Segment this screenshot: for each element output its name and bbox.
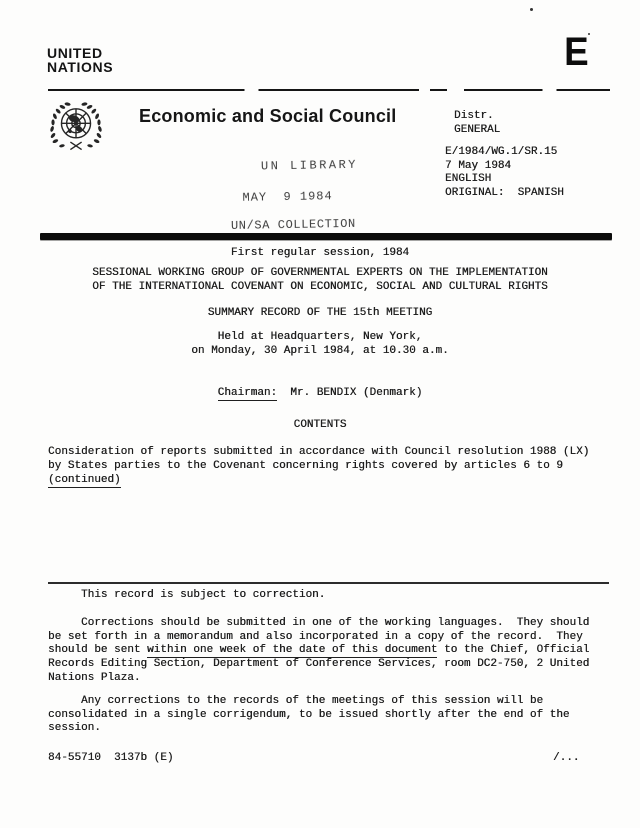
scan-artifact-dot (530, 8, 533, 11)
correction-notice-para2-line5: Nations Plaza. (48, 671, 141, 684)
chairman-line (0, 387, 640, 399)
page-title: Economic and Social Council (139, 106, 397, 126)
stamp-date: MAY 9 1984 (242, 189, 333, 205)
thick-divider-bar (40, 233, 612, 240)
stamp-collection: UN/SA COLLECTION (230, 216, 356, 234)
header-divider-line (48, 89, 610, 91)
meeting-location-line: Held at Headquarters, New York, (217, 331, 423, 343)
distribution-block (445, 110, 564, 200)
deadline-underlined-text: within one week of the date of this document (147, 644, 438, 657)
working-group-title-line2: OF THE INTERNATIONAL COVENANT ON ECONOMIC, SOCIAL AND CULTURAL RIGHTS (92, 281, 548, 293)
contents-item-continued: (continued) (48, 474, 121, 486)
document-series-letter: E (564, 30, 589, 74)
correction-notice-para3-line3: session. (48, 722, 101, 735)
org-name-line2: NATIONS (47, 59, 114, 75)
correction-notice (48, 589, 589, 736)
session-line: First regular session, 1984 (230, 247, 410, 259)
continuation-marker: /... (553, 752, 580, 764)
contents-item-line2: by States parties to the Covenant concerning rights covered by articles 6 to 9 (48, 460, 563, 472)
correction-notice-para1: This record is subject to correction. (48, 589, 326, 601)
correction-notice-para2-line4: Records Editing Section, Department of Conference Services, room DC2-750, 2 United (48, 658, 590, 671)
document-symbol: E/1984/WG.1/SR.15 (445, 146, 558, 158)
org-name (47, 46, 113, 74)
job-number: 84-55710 3137b (E) (48, 752, 174, 764)
contents-item (48, 445, 589, 487)
chairman-label: Chairman: (217, 387, 278, 399)
correction-notice-para3-line1: Any corrections to the records of the meetings of this session will be (48, 694, 544, 707)
summary-record-title: SUMMARY RECORD OF THE 15th MEETING (207, 307, 433, 319)
document-original-language: ORIGINAL: SPANISH (445, 186, 564, 199)
correction-notice-para3-line2: consolidated in a single corrigendum, to be issued shortly after the end of the (48, 708, 570, 721)
contents-heading: CONTENTS (293, 419, 347, 431)
correction-notice-para2-line1: Corrections should be submitted in one of the working languages. They should (48, 616, 590, 629)
correction-notice-para2-line3: should be sent within one week of the date of this document to the Chief, Official (48, 644, 590, 657)
org-name-line1: UNITED (47, 45, 103, 61)
correction-notice-para2-line2: be set forth in a memorandum and also incorporated in a copy of the record. They (48, 630, 583, 643)
distr-label: Distr. (454, 110, 494, 122)
footnote-divider-line (48, 582, 609, 584)
meeting-datetime-line: on Monday, 30 April 1984, at 10.30 a.m. (191, 345, 449, 357)
distr-type: GENERAL (454, 123, 501, 136)
working-group-title-line1: SESSIONAL WORKING GROUP OF GOVERNMENTAL EXPERTS ON THE IMPLEMENTATION (92, 267, 548, 279)
document-date: 7 May 1984 (445, 159, 512, 172)
stamp-line1: UN LIBRARY (260, 157, 359, 174)
contents-item-line1: Consideration of reports submitted in accordance with Council resolution 1988 (LX) (48, 446, 590, 458)
chairman-name: Mr. BENDIX (Denmark) (277, 387, 423, 399)
document-language: ENGLISH (445, 173, 492, 185)
un-emblem-icon (46, 99, 106, 157)
